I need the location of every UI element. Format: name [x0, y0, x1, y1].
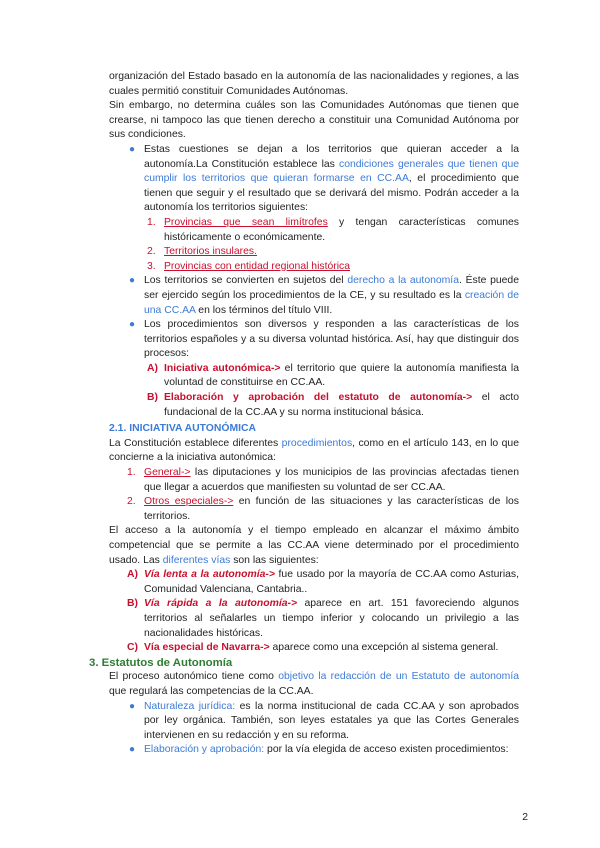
lettered-item — [109, 597, 519, 641]
lettered-item — [109, 362, 519, 391]
paragraph-text: , como en el artículo 143, en lo que concierne a la iniciativa autonómica: — [109, 437, 519, 464]
bullet-text: , el procedimiento que tienen que seguir y el resultado que se derivará del mismo. Podrán acceder a la autonomía los territorios siguientes: — [144, 173, 519, 214]
bullet-text: Estas cuestiones se dejan a los territorios que quieran acceder a la autonomía.La Constitución establece las — [144, 143, 519, 170]
item-label: Provincias que sean limítrofes — [164, 216, 328, 228]
section-heading: 3. Estatutos de Autonomía — [89, 656, 233, 669]
item-label: Territorios insulares. — [164, 246, 257, 258]
item-label: Elaboración y aprobación del estatuto de autonomía-> — [164, 392, 473, 404]
item-text: aparece como una excepción al sistema general. — [269, 642, 499, 654]
bullet-text: en los términos del título VIII. — [195, 304, 333, 316]
bullet-text: . Éste puede ser ejercido según los procedimientos de la CE, y su resultado es la — [144, 275, 519, 301]
item-text: por la vía elegida de acceso existen procedimientos: — [264, 744, 509, 756]
paragraph-text: son las siguientes: — [230, 554, 319, 566]
item-number: 3. — [147, 260, 156, 272]
numbered-item — [109, 216, 519, 245]
highlight-text: objetivo la redacción de un Estatuto de autonomía — [278, 671, 519, 683]
numbered-item — [109, 495, 519, 524]
bullet-text: Los territorios se convierten en sujetos del — [144, 275, 348, 287]
bullet-dot-icon: ● — [129, 700, 136, 712]
paragraph-text: El acceso a la autonomía y el tiempo empleado en alcanzar el máximo ámbito competencial que se permite a las CC.AA viene determinado por el procedimiento usado. Las — [109, 525, 519, 566]
item-text: y tengan características comunes históricamente o económicamente. — [164, 216, 520, 243]
item-letter: B) — [127, 598, 138, 610]
highlight-text: derecho a la autonomía — [347, 275, 459, 287]
lettered-item — [109, 568, 519, 597]
item-letter: C) — [127, 642, 138, 654]
item-label: Vía especial de Navarra-> — [144, 642, 270, 654]
lettered-item — [109, 641, 519, 656]
intro-paragraph-2: Sin embargo, no determina cuáles son las Comunidades Autónomas que tienen que crearse, ni tampoco las que tienen derecho a constituir una Comunidad Autónoma por sus condiciones. — [109, 100, 519, 141]
item-number: 1. — [127, 467, 136, 479]
item-letter: A) — [127, 569, 138, 581]
bullet-item — [109, 143, 519, 216]
item-label: Vía lenta a la autonomía-> — [144, 569, 275, 581]
item-label: Otros especiales-> — [144, 496, 234, 508]
numbered-item — [109, 466, 519, 495]
bullet-dot-icon: ● — [129, 319, 136, 331]
bullet-dot-icon: ● — [129, 275, 136, 287]
item-number: 2. — [147, 246, 156, 258]
page-content — [89, 70, 520, 758]
item-number: 1. — [147, 216, 156, 228]
bullet-dot-icon: ● — [129, 143, 136, 155]
bullet-text: Los procedimientos son diversos y responden a las características de los territorios españoles y a su diversa voluntad histórica. Así, hay que distinguir dos procesos: — [144, 319, 519, 360]
page-number: 2 — [522, 812, 528, 823]
item-text: fue usado por la mayoría de CC.AA como Asturias, Comunidad Valenciana, Cantabria.. — [144, 569, 519, 595]
item-label: Provincias con entidad regional histórica — [164, 260, 350, 272]
item-text: el acto fundacional de la CC.AA y su norma institucional básica. — [164, 392, 519, 418]
item-label: Iniciativa autonómica-> — [164, 362, 281, 374]
paragraph-text: que regulará las competencias de la CC.AA. — [109, 685, 314, 697]
item-text: el territorio que quiere la autonomía manifiesta la voluntad de constituirse en CC.AA. — [164, 362, 519, 389]
item-text: las diputaciones y los municipios de las provincias afectadas tienen que llegar a acuerdos que manifiesten su voluntad de ser CC.AA. — [144, 467, 519, 493]
bullet-item — [109, 274, 519, 318]
item-label: Naturaleza jurídica: — [144, 700, 236, 712]
intro-paragraph-1: organización del Estado basado en la autonomía de las nacionalidades y regiones, a las cuales permitió constituir Comunidades Autónomas. — [109, 71, 519, 97]
item-text: en función de las situaciones y las características de los territorios. — [144, 496, 519, 522]
lettered-item — [109, 391, 519, 420]
bullet-item — [109, 318, 519, 362]
item-label: Elaboración y aprobación: — [144, 744, 265, 756]
item-text: aparece en art. 151 favoreciendo algunos territorios al señalarles un tiempo inferior y colocando un privilegio a las nacionalidades históricas. — [144, 598, 519, 639]
paragraph-text: El proceso autonómico tiene como — [109, 671, 279, 683]
item-label: General-> — [144, 467, 191, 479]
numbered-item — [109, 245, 519, 260]
item-letter: B) — [147, 392, 158, 404]
bullet-item — [109, 743, 519, 758]
item-text: es la norma institucional de cada CC.AA y son aprobados por ley orgánica. También, son leyes estatales ya que las Cortes Generales intervienen en su redacción y en su reforma. — [144, 700, 519, 741]
highlight-text: condiciones generales que tienen que cumplir los territorios que quieran formarse en CC.AA — [144, 158, 519, 185]
item-label: Vía rápida a la autonomía-> — [144, 598, 298, 610]
item-number: 2. — [127, 496, 136, 508]
bullet-item — [109, 700, 519, 744]
highlight-text: procedimientos — [281, 437, 353, 449]
bullet-dot-icon: ● — [129, 744, 136, 756]
section-heading: 2.1. INICIATIVA AUTONÓMICA — [109, 423, 257, 435]
item-letter: A) — [147, 362, 158, 374]
paragraph-text: La Constitución establece diferentes — [109, 437, 282, 449]
numbered-item — [109, 260, 519, 275]
highlight-text: creación de una CC.AA — [144, 289, 519, 316]
highlight-text: diferentes vías — [162, 554, 231, 566]
